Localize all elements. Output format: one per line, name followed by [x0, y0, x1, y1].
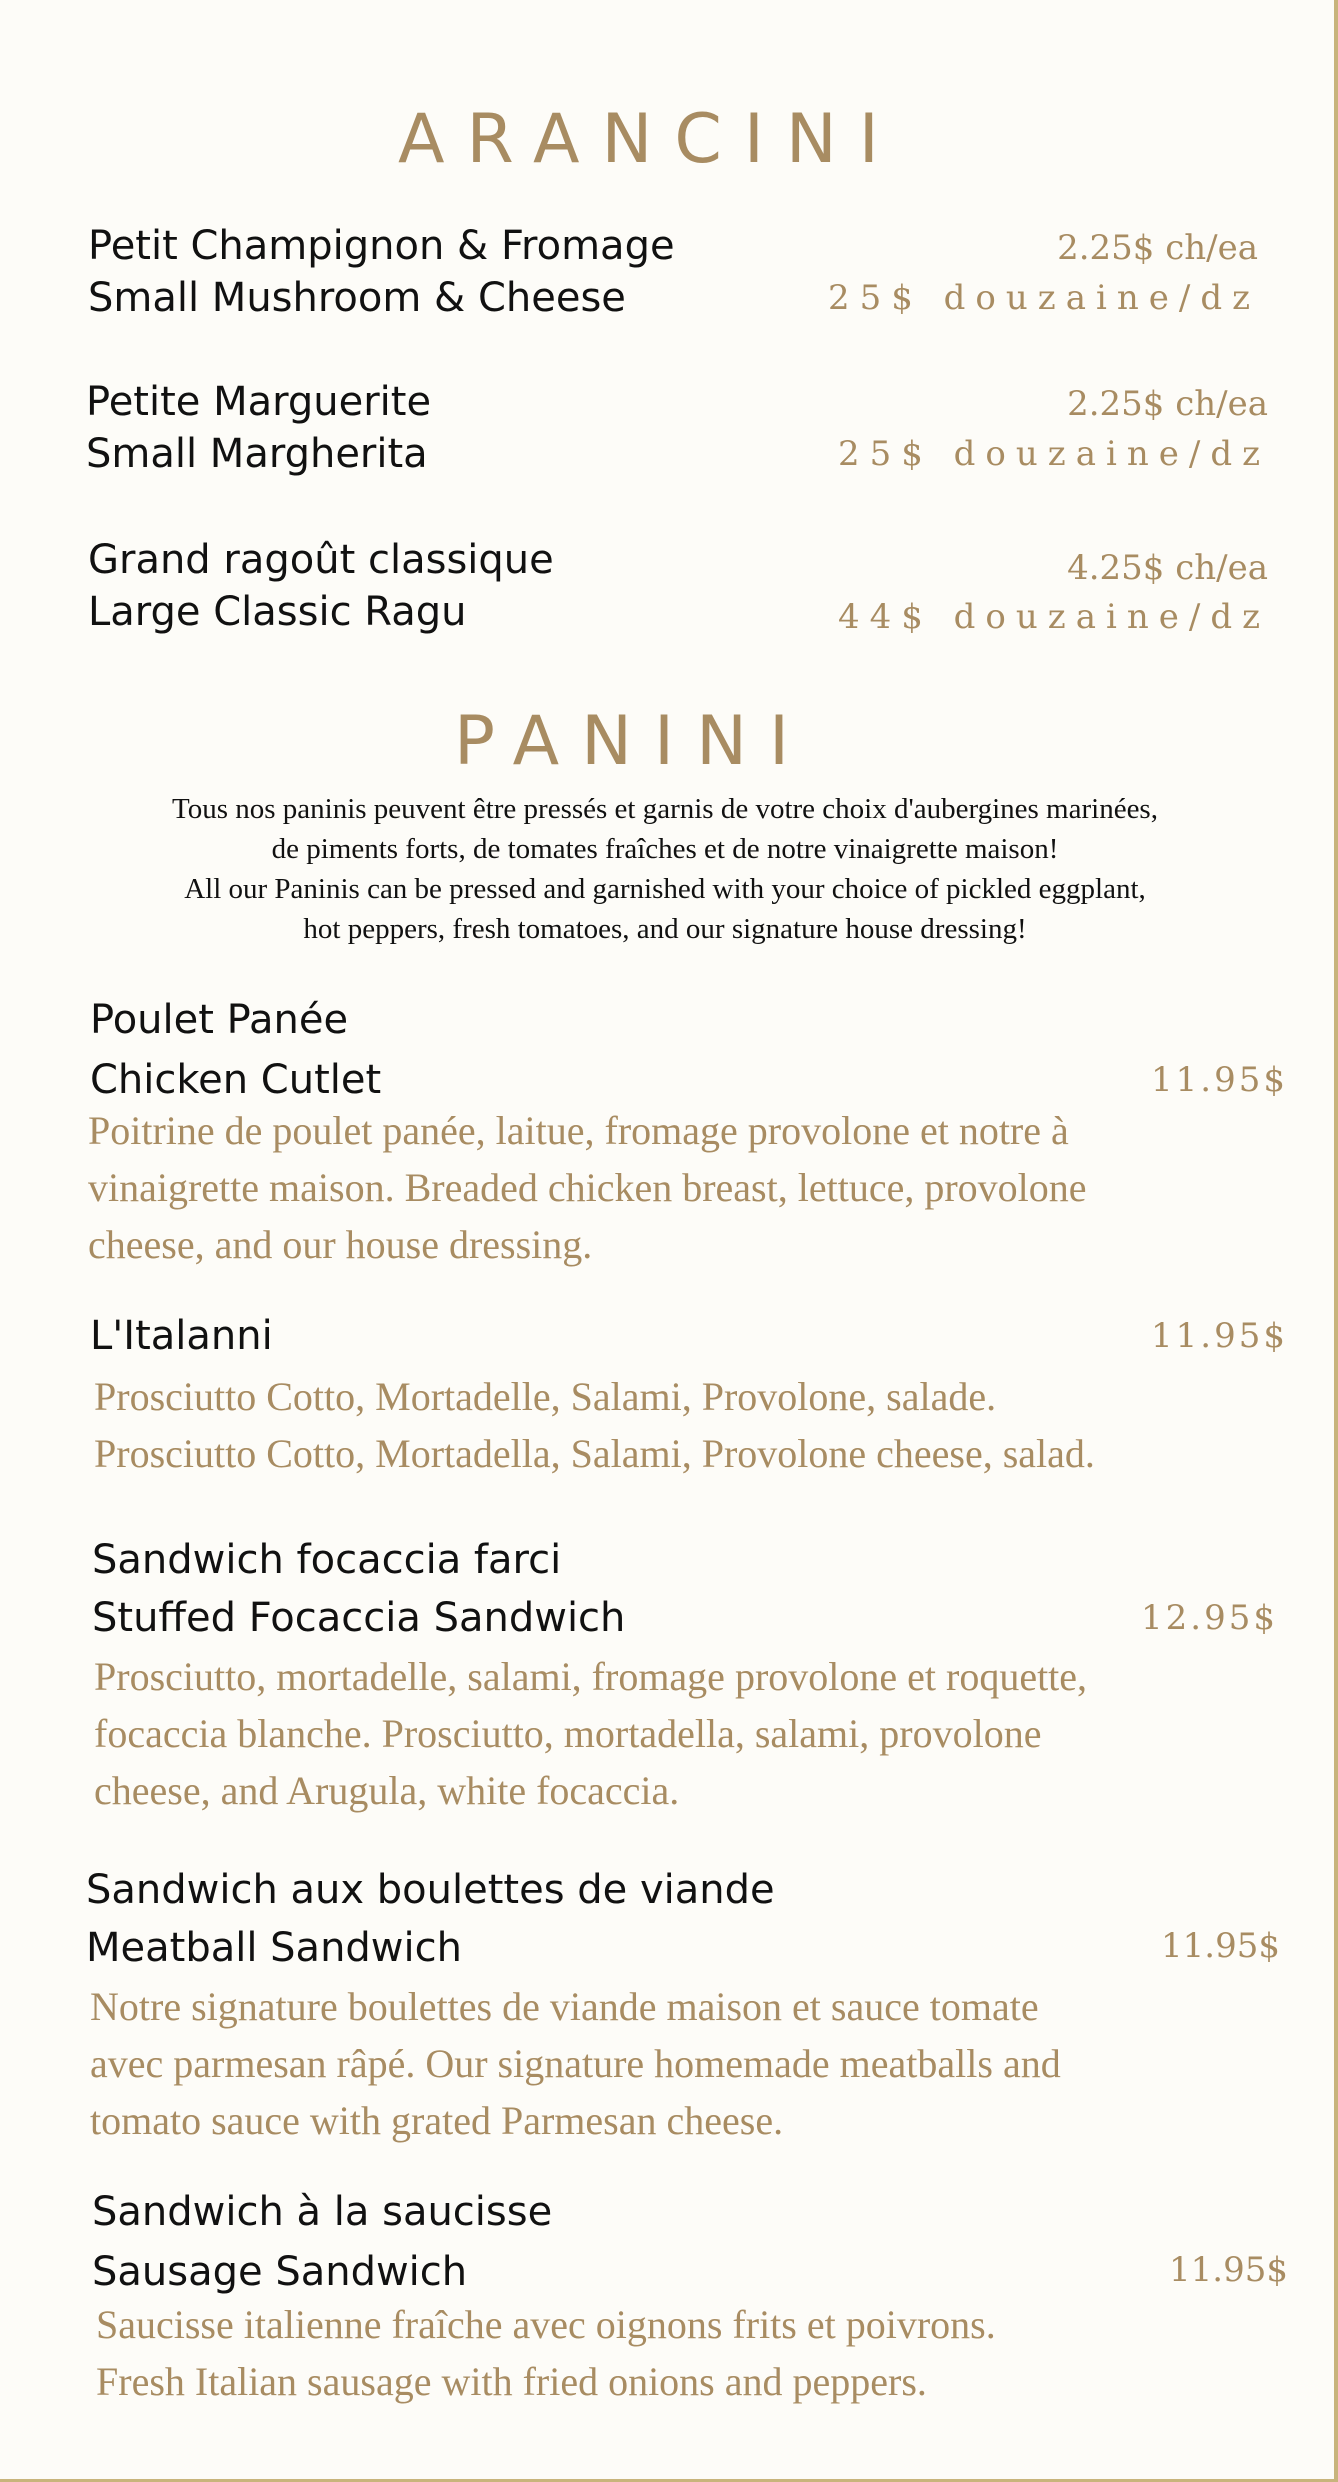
panini-item-name-fr: L'Italanni [90, 1313, 273, 1359]
arancini-item-name-fr: Petite Marguerite [86, 379, 432, 425]
note-line: All our Paninis can be pressed and garnished with your choice of pickled eggplant, [184, 873, 1146, 905]
desc-line: vinaigrette maison. Breaded chicken breast, lettuce, provolone [88, 1165, 1087, 1210]
note-line: de piments forts, de tomates fraîches et de notre vinaigrette maison! [271, 833, 1059, 865]
panini-garnish-note [60, 789, 1270, 949]
desc-line: avec parmesan râpé. Our signature homemade meatballs and [90, 2041, 1061, 2086]
panini-item-name-en: Chicken Cutlet [90, 1057, 382, 1103]
arancini-item-name-en: Large Classic Ragu [88, 589, 467, 635]
desc-line: Notre signature boulettes de viande maison et sauce tomate [90, 1984, 1039, 2029]
panini-item-description [90, 1978, 1330, 2149]
panini-item-description [94, 1648, 1334, 1819]
panini-item-name-en: Meatball Sandwich [86, 1925, 462, 1971]
panini-item-price: 11.95$ [1151, 1316, 1288, 1356]
desc-line: Saucisse italienne fraîche avec oignons frits et poivrons. [96, 2302, 996, 2347]
panini-item-name-en: Sausage Sandwich [92, 2249, 468, 2295]
page-right-border [1334, 0, 1338, 2482]
desc-line: Fresh Italian sausage with fried onions and peppers. [96, 2359, 927, 2404]
arancini-price-each: 2.25$ ch/ea [1057, 228, 1258, 268]
desc-line: cheese, and our house dressing. [88, 1222, 593, 1267]
arancini-item-name-en: Small Margherita [86, 431, 428, 477]
desc-line: Prosciutto Cotto, Mortadelle, Salami, Provolone, salade. [94, 1374, 997, 1419]
panini-item-price: 11.95$ [1169, 2250, 1288, 2290]
arancini-item-name-en: Small Mushroom & Cheese [88, 275, 626, 321]
desc-line: cheese, and Arugula, white focaccia. [94, 1768, 680, 1813]
arancini-price-each: 2.25$ ch/ea [1067, 384, 1268, 424]
arancini-price-each: 4.25$ ch/ea [1067, 548, 1268, 588]
arancini-price-dozen: 25$ douzaine/dz [827, 278, 1260, 318]
panini-item-description [88, 1102, 1328, 1273]
panini-item-name-en: Stuffed Focaccia Sandwich [92, 1595, 626, 1641]
note-line: hot peppers, fresh tomatoes, and our signature house dressing! [303, 913, 1027, 945]
panini-item-description [94, 1368, 1334, 1482]
panini-item-description [96, 2296, 1326, 2410]
desc-line: focaccia blanche. Prosciutto, mortadella, salami, provolone [94, 1711, 1042, 1756]
note-line: Tous nos paninis peuvent être pressés et garnis de votre choix d'aubergines marinées, [172, 793, 1158, 825]
panini-item-price: 11.95$ [1151, 1060, 1288, 1100]
desc-line: Poitrine de poulet panée, laitue, fromage provolone et notre à [88, 1108, 1069, 1153]
panini-item-price: 12.95$ [1141, 1598, 1278, 1638]
desc-line: tomato sauce with grated Parmesan cheese. [90, 2098, 784, 2143]
panini-section-title: PANINI [454, 702, 812, 781]
panini-item-name-fr: Sandwich focaccia farci [92, 1537, 562, 1583]
arancini-price-dozen: 44$ douzaine/dz [837, 597, 1270, 637]
arancini-section-title: ARANCINI [398, 100, 901, 179]
arancini-item-name-fr: Grand ragoût classique [88, 537, 554, 583]
panini-item-name-fr: Poulet Panée [90, 997, 349, 1043]
panini-item-price: 11.95$ [1161, 1926, 1280, 1966]
panini-item-name-fr: Sandwich aux boulettes de viande [86, 1867, 775, 1913]
arancini-price-dozen: 25$ douzaine/dz [837, 434, 1270, 474]
desc-line: Prosciutto, mortadelle, salami, fromage provolone et roquette, [94, 1654, 1088, 1699]
panini-item-name-fr: Sandwich à la saucisse [92, 2189, 553, 2235]
desc-line: Prosciutto Cotto, Mortadella, Salami, Provolone cheese, salad. [94, 1431, 1095, 1476]
arancini-item-name-fr: Petit Champignon & Fromage [88, 223, 675, 269]
